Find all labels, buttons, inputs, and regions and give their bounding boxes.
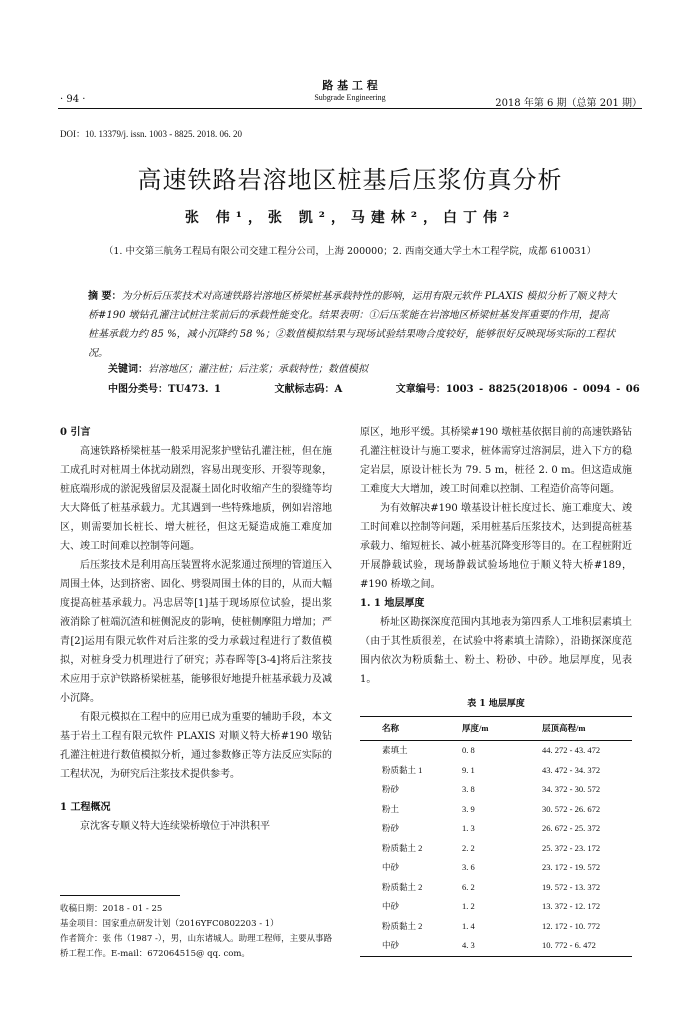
table-cell: 43. 472 - 34. 372 bbox=[542, 764, 601, 775]
clc-number: 中图分类号：TU473. 1 bbox=[108, 384, 221, 395]
footnote bbox=[60, 902, 340, 962]
table-header-name: 名称 bbox=[360, 717, 462, 741]
footnote-rule bbox=[60, 895, 180, 896]
table-row bbox=[360, 800, 632, 820]
page-number: · 94 · bbox=[60, 94, 86, 105]
doi: DOI：10. 13379/j. issn. 1003 - 8825. 2018. 06. 20 bbox=[60, 129, 242, 139]
keywords-label: 关键词： bbox=[108, 364, 148, 375]
table-cell: 34. 372 - 30. 572 bbox=[542, 784, 601, 795]
table-cell: 26. 672 - 25. 372 bbox=[542, 823, 601, 834]
table-cell: 0. 8 bbox=[462, 745, 475, 756]
table-cell: 中砂 bbox=[382, 901, 400, 912]
table-header-row bbox=[360, 717, 632, 741]
table-row bbox=[360, 858, 632, 878]
table-row bbox=[360, 936, 632, 956]
table-cell: 13. 372 - 12. 172 bbox=[542, 901, 601, 912]
table-cell: 粉砂 bbox=[382, 784, 400, 795]
table-cell: 中砂 bbox=[360, 936, 462, 956]
table-row bbox=[360, 839, 632, 859]
intro-heading: 0 引言 bbox=[60, 427, 91, 438]
journal-name-en: Subgrade Engineering bbox=[314, 93, 386, 102]
section-1-heading: 1 工程概况 bbox=[60, 802, 111, 813]
table-row bbox=[360, 780, 632, 800]
intro-paragraph-1: 高速铁路桥梁桩基一般采用泥浆护壁钻孔灌注桩，但在施工成孔时对桩周土体扰动剧烈，容易出现变形、开裂等现象，桩底端形成的淤泥残留层及混凝土固化时收缩产生的裂缝等均大大降低了桩基承载力。尤其遇到一些特殊地质，例如岩溶地区，则需要加长桩长、增大桩径，但这无疑造成施工难度加大、竣工时间难以控制等问题。 bbox=[60, 446, 332, 552]
keywords bbox=[108, 360, 368, 375]
table-header-thickness: 厚度/m bbox=[462, 717, 542, 741]
author-bio: 作者简介：张 伟（1987 -），男，山东诸城人。助理工程师，主要从事路桥工程工作。E-mail：672064515@ qq. com。 bbox=[60, 934, 333, 959]
left-column bbox=[60, 423, 332, 836]
right-paragraph-2: 为有效解决#190 墩基设计桩长度过长、施工难度大、竣工时间难以控制等问题，采用桩基后压浆技术，达到提高桩基承载力、缩短桩长、减小桩基沉降变形等目的。在工程桩附近开展静载试验，现场静载试验场地位于顺义特大桥#189，#190 桥墩之间。 bbox=[360, 503, 632, 590]
right-column bbox=[360, 423, 632, 957]
table-row bbox=[360, 917, 632, 937]
table-cell: 3. 9 bbox=[462, 803, 475, 814]
table-header-elevation: 层顶高程/m bbox=[542, 717, 632, 741]
table-cell: 9. 1 bbox=[462, 764, 475, 775]
table-cell: 粉砂 bbox=[382, 823, 400, 834]
table-cell: 23. 172 - 19. 572 bbox=[542, 862, 601, 873]
table-cell: 1. 2 bbox=[462, 901, 475, 912]
issue-info: 2018 年第 6 期（总第 201 期） bbox=[495, 98, 642, 109]
table-cell: 中砂 bbox=[382, 862, 400, 873]
article-number: 文章编号：1003 - 8825(2018)06 - 0094 - 06 bbox=[395, 384, 640, 395]
right-paragraph-1: 原区，地形平缓。其桥梁#190 墩桩基依据目前的高速铁路钻孔灌注桩设计与施工要求，桩体需穿过溶洞层，进入下方的稳定岩层，原设计桩长为 79. 5 m，桩径 2. 0 m。但这造成施工难度大大增加，竣工时间难以控制、工程造价高等问题。 bbox=[360, 427, 632, 495]
abstract bbox=[88, 287, 618, 363]
table-cell: 粉质黏土 2 bbox=[382, 842, 423, 853]
table-caption: 表 1 地层厚度 bbox=[467, 699, 525, 709]
intro-paragraph-2: 后压浆技术是利用高压装置将水泥浆通过预埋的管道压入周围土体，达到挤密、固化、劈裂周围土体的目的，从而大幅度提高桩基承载力。冯忠居等[1]基于现场原位试验，提出浆液消除了桩端沉渣和桩侧泥皮的影响，使桩侧摩阻力增加；严青[2]运用有限元软件对后注浆的受力承载过程进行了数值模拟，对桩身受力机理进行了研究；苏春晖等[3-4]将后注浆技术应用于京沪铁路桥梁桩基，能够很好地提升桩基承载力及减小沉降。 bbox=[60, 560, 332, 704]
fund-info: 基金项目：国家重点研发计划（2016YFC0802203 - 1） bbox=[60, 919, 279, 929]
table-cell: 素填土 bbox=[382, 745, 408, 756]
table-cell: 3. 8 bbox=[462, 784, 475, 795]
table-row bbox=[360, 819, 632, 839]
table-row bbox=[360, 761, 632, 781]
table-cell: 12. 172 - 10. 772 bbox=[542, 920, 601, 931]
table-cell: 6. 2 bbox=[462, 881, 475, 892]
table-cell: 4. 3 bbox=[462, 936, 542, 956]
affiliation: （1. 中交第三航务工程局有限公司交建工程分公司，上海 200000；2. 西南交通大学土木工程学院，成都 610031） bbox=[103, 246, 597, 257]
table-cell: 30. 572 - 26. 672 bbox=[542, 803, 601, 814]
doc-code: 文献标志码：A bbox=[274, 384, 343, 395]
table-cell: 44. 272 - 43. 472 bbox=[542, 745, 601, 756]
table-cell: 粉质黏土 2 bbox=[382, 920, 423, 931]
classification bbox=[108, 380, 640, 395]
subsection-heading: 1. 1 地层厚度 bbox=[360, 598, 425, 609]
table-cell: 10. 772 - 6. 472 bbox=[542, 936, 632, 956]
table-cell: 2. 2 bbox=[462, 842, 475, 853]
keywords-text: 岩溶地区；灌注桩；后注浆；承载特性；数值模拟 bbox=[148, 364, 368, 375]
table-row bbox=[360, 878, 632, 898]
right-paragraph-3: 桥址区勘探深度范围内其地表为第四系人工堆积层素填土（由于其性质很差，在试验中将素填土清除），沿勘探深度范围内依次为粉质黏土、粉土、粉砂、中砂。地层厚度，见表 1。 bbox=[360, 617, 632, 685]
table-cell: 3. 6 bbox=[462, 862, 475, 873]
strata-table bbox=[360, 716, 632, 957]
journal-name-cn: 路 基 工 程 bbox=[322, 79, 378, 92]
table-row bbox=[360, 741, 632, 761]
section-1-paragraph: 京沈客专顺义特大连续梁桥墩位于冲洪积平 bbox=[80, 821, 270, 832]
header-rule bbox=[58, 108, 642, 109]
abstract-text: 为分析后压浆技术对高速铁路岩溶地区桥梁桩基承载特性的影响，运用有限元软件 PLAXIS 模拟分析了顺义特大桥#190 墩钻孔灌注试桩注浆前后的承载性能变化。结果表明：①后压浆能在岩溶地区桥梁桩基发挥重要的作用，提高桩基承载力约 85 %，减小沉降约 58 %；②数值模拟结果与现场试验结果吻合度较好，能够很好反映现场实际的工程状况。 bbox=[88, 291, 617, 359]
paper-title: 高速铁路岩溶地区桩基后压浆仿真分析 bbox=[137, 166, 563, 194]
intro-paragraph-3: 有限元模拟在工程中的应用已成为重要的辅助手段，本文基于岩土工程有限元软件 PLAXIS 对顺义特大桥#190 墩钻孔灌注桩进行数值模拟分析，通过参数修正等方法反应实际的工程状况，为研究后注浆技术提供参考。 bbox=[60, 712, 332, 780]
table-row bbox=[360, 897, 632, 917]
table-cell: 1. 4 bbox=[462, 920, 475, 931]
table-cell: 1. 3 bbox=[462, 823, 475, 834]
authors: 张 伟¹，张 凯²，马建林²，白丁伟² bbox=[184, 210, 516, 226]
abstract-label: 摘 要： bbox=[88, 291, 122, 302]
table-cell: 25. 372 - 23. 172 bbox=[542, 842, 601, 853]
table-cell: 粉土 bbox=[382, 803, 400, 814]
received-date: 收稿日期：2018 - 01 - 25 bbox=[60, 904, 163, 914]
table-cell: 粉质黏土 2 bbox=[382, 881, 423, 892]
table-cell: 19. 572 - 13. 372 bbox=[542, 881, 601, 892]
table-cell: 粉质黏土 1 bbox=[382, 764, 423, 775]
